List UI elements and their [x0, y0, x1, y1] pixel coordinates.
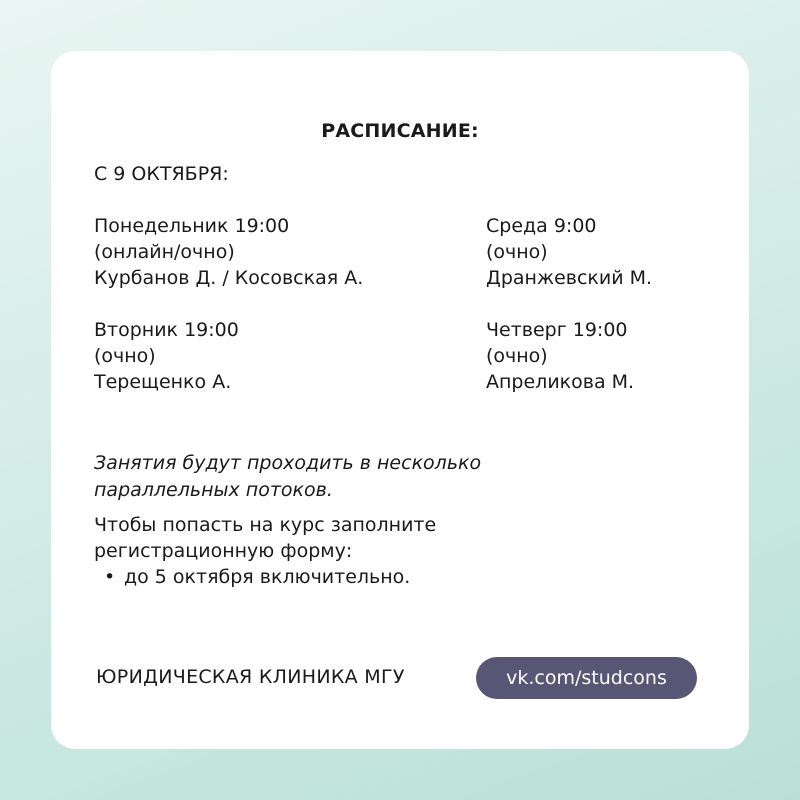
- vk-link-button[interactable]: vk.com/studcons: [476, 657, 697, 699]
- registration-line: Чтобы попасть на курс заполните: [94, 514, 437, 536]
- schedule-card: [51, 51, 749, 749]
- org-name: ЮРИДИЧЕСКАЯ КЛИНИКА МГУ: [96, 666, 405, 688]
- entry-day: Вторник 19:00: [94, 319, 239, 341]
- note-line: Занятия будут проходить в несколько: [94, 452, 482, 474]
- start-date: С 9 ОКТЯБРЯ:: [94, 163, 229, 185]
- registration-deadline-item: [94, 564, 436, 590]
- note-line: параллельных потоков.: [94, 479, 333, 501]
- entry-format: (очно): [486, 345, 548, 367]
- entry-teacher: Апреликова М.: [486, 371, 635, 393]
- entry-day: Четверг 19:00: [486, 319, 628, 341]
- entry-format: (очно): [94, 345, 156, 367]
- entry-day: Понедельник 19:00: [94, 215, 290, 237]
- entry-format: (очно): [486, 241, 548, 263]
- entry-teacher: Терещенко А.: [94, 371, 232, 393]
- entry-teacher: Дранжевский М.: [486, 267, 653, 289]
- registration-line: регистрационную форму:: [94, 540, 353, 562]
- schedule-entry-monday: [94, 213, 363, 291]
- entry-format: (онлайн/очно): [94, 241, 235, 263]
- registration-deadline: до 5 октября включительно.: [124, 566, 411, 588]
- entry-teacher: Курбанов Д. / Косовская А.: [94, 267, 364, 289]
- schedule-entry-thursday: [486, 317, 634, 395]
- registration-info: [94, 512, 436, 590]
- schedule-title: РАСПИСАНИЕ:: [321, 120, 479, 142]
- parallel-streams-note: [94, 450, 654, 504]
- schedule-entry-tuesday: [94, 317, 239, 395]
- schedule-entry-wednesday: [486, 213, 652, 291]
- bullet-icon: •: [104, 566, 116, 588]
- entry-day: Среда 9:00: [486, 215, 597, 237]
